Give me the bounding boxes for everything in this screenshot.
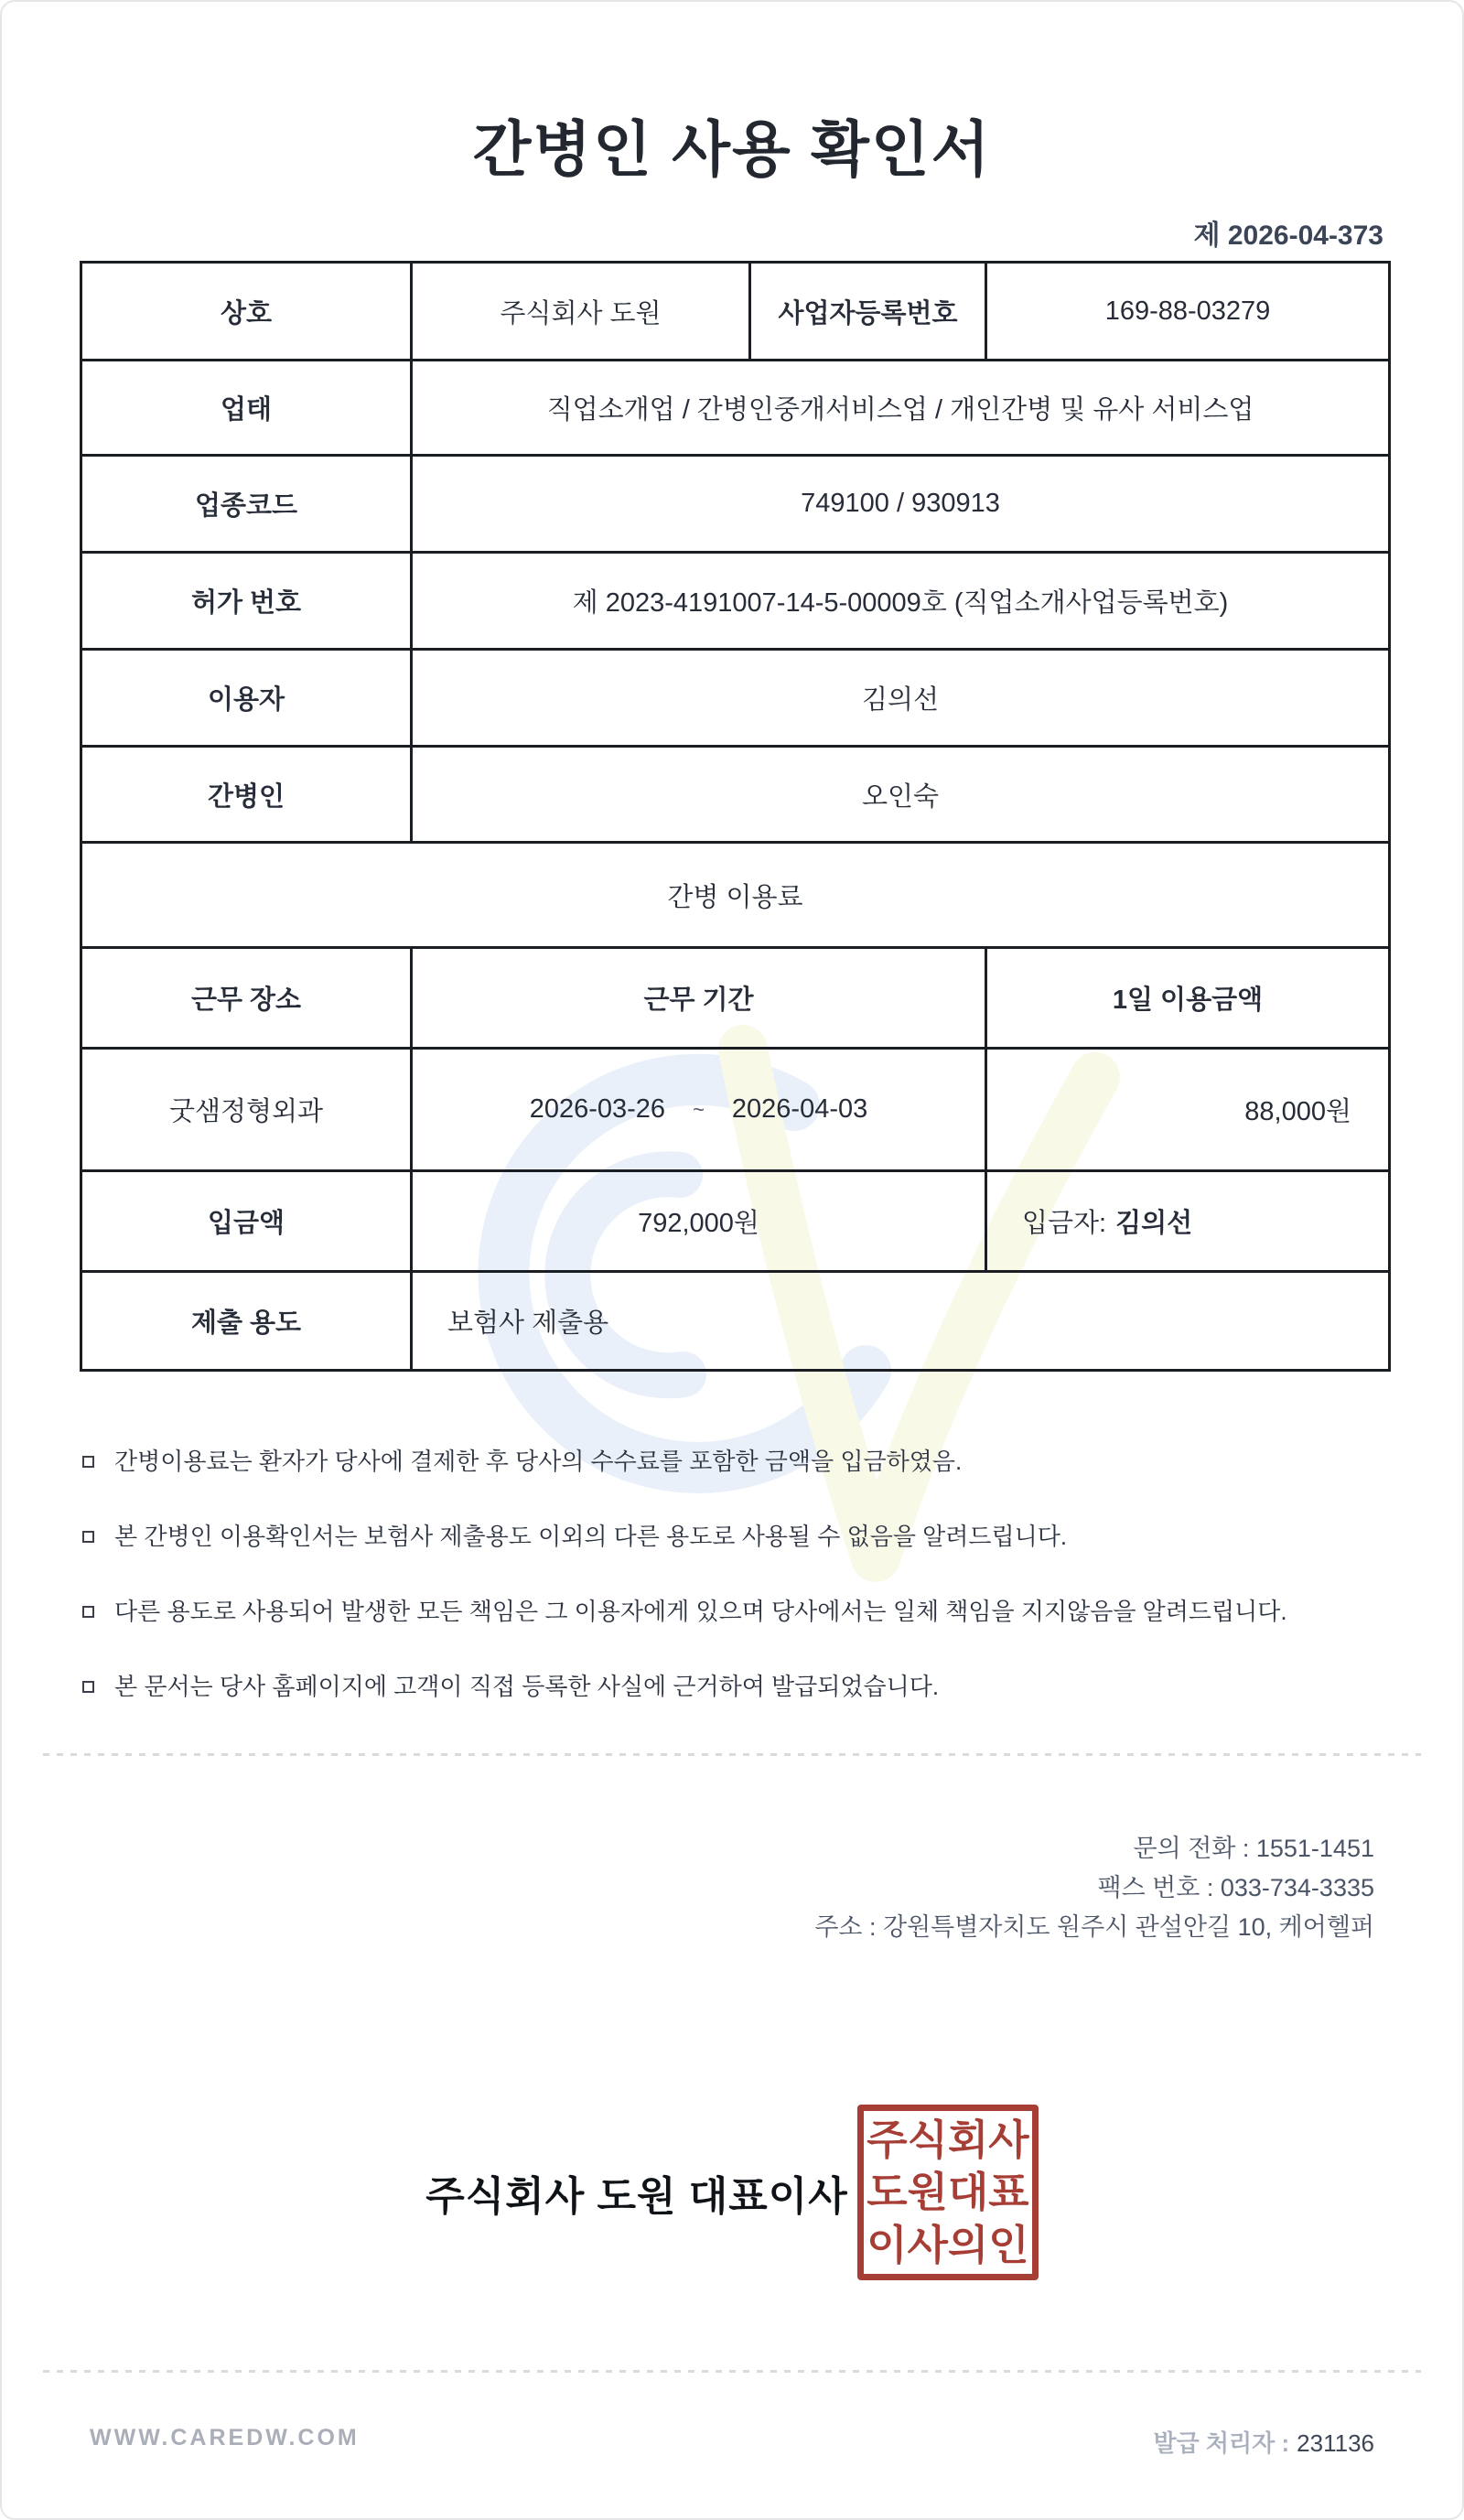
- user-label: 이용자: [81, 650, 412, 747]
- table-row: [81, 1272, 1390, 1371]
- square-bullet-icon: [82, 1606, 94, 1618]
- issuer-label: 발급 처리자 :: [1153, 2429, 1290, 2457]
- company-value: 주식회사 도원: [412, 263, 750, 361]
- stamp-line: 이사의인: [867, 2221, 1029, 2268]
- industry-code-value: 749100 / 930913: [412, 456, 1390, 553]
- daily-fee-value: 88,000원: [986, 1049, 1390, 1171]
- caregiver-label: 간병인: [81, 747, 412, 843]
- table-row: [81, 948, 1390, 1049]
- work-place-header: 근무 장소: [81, 948, 412, 1049]
- issuer-value: 231136: [1297, 2429, 1374, 2457]
- note-text: 본 간병인 이용확인서는 보험사 제출용도 이외의 다른 용도로 사용될 수 없음을 알려드립니다.: [114, 1523, 1068, 1550]
- notes-section: [82, 1446, 1384, 1746]
- license-no-value: 제 2023-4191007-14-5-00009호 (직업소개사업등록번호): [412, 553, 1390, 650]
- work-period-value: [412, 1049, 986, 1171]
- signature-row: [2, 2095, 1462, 2289]
- square-bullet-icon: [82, 1681, 94, 1693]
- depositor-label: 입금자:: [1022, 1209, 1107, 1238]
- signature-text: 주식회사 도원 대표이사: [425, 2174, 848, 2219]
- purpose-label: 제출 용도: [81, 1272, 412, 1371]
- note-item: [82, 1596, 1384, 1628]
- contact-fax: 팩스 번호 : 033-734-3335: [1097, 1874, 1374, 1901]
- fee-section-header: 간병 이용료: [81, 843, 1390, 948]
- confirmation-table: [80, 261, 1391, 1372]
- table-row: [81, 456, 1390, 553]
- table-row: [81, 1049, 1390, 1171]
- square-bullet-icon: [82, 1456, 94, 1468]
- license-no-label: 허가 번호: [81, 553, 412, 650]
- period-from: 2026-03-26: [529, 1094, 666, 1124]
- document-number: 제 2026-04-373: [1193, 221, 1383, 251]
- table-row: [81, 747, 1390, 843]
- page-title: 간병인 사용 확인서: [472, 115, 992, 183]
- period-to: 2026-04-03: [731, 1094, 868, 1124]
- contact-info: [814, 1829, 1374, 1947]
- table-row: [81, 263, 1390, 361]
- table-row: [81, 650, 1390, 747]
- period-separator: ~: [693, 1098, 705, 1122]
- depositor-name: 김의선: [1115, 1209, 1193, 1238]
- biz-type-value: 직업소개업 / 간병인중개서비스업 / 개인간병 및 유사 서비스업: [412, 361, 1390, 456]
- note-text: 간병이용료는 환자가 당사에 결제한 후 당사의 수수료를 포함한 금액을 입금하였음.: [114, 1448, 963, 1475]
- deposit-amount-label: 입금액: [81, 1171, 412, 1272]
- table-row: [81, 1171, 1390, 1272]
- note-text: 다른 용도로 사용되어 발생한 모든 책임은 그 이용자에게 있으며 당사에서는 일체 책임을 지지않음을 알려드립니다.: [114, 1598, 1287, 1625]
- depositor-cell: [986, 1171, 1390, 1272]
- biz-type-label: 업태: [81, 361, 412, 456]
- note-text: 본 문서는 당사 홈페이지에 고객이 직접 등록한 사실에 근거하여 발급되었습니다.: [114, 1673, 940, 1700]
- corporate-seal-stamp: [857, 2105, 1039, 2280]
- biz-reg-no-value: 169-88-03279: [986, 263, 1390, 361]
- issuer-info: [1153, 2425, 1374, 2459]
- note-item: [82, 1671, 1384, 1703]
- table-row: [81, 553, 1390, 650]
- dotted-divider: [43, 2370, 1421, 2373]
- square-bullet-icon: [82, 1531, 94, 1543]
- stamp-line: 도원대표: [867, 2169, 1029, 2215]
- caregiver-value: 오인숙: [412, 747, 1390, 843]
- table-row: [81, 361, 1390, 456]
- user-value: 김의선: [412, 650, 1390, 747]
- stamp-line: 주식회사: [867, 2116, 1029, 2163]
- deposit-amount-value: 792,000원: [412, 1171, 986, 1272]
- company-label: 상호: [81, 263, 412, 361]
- website-url: WWW.CAREDW.COM: [90, 2425, 360, 2450]
- purpose-value: 보험사 제출용: [412, 1272, 1390, 1371]
- table-row: [81, 843, 1390, 948]
- daily-fee-header: 1일 이용금액: [986, 948, 1390, 1049]
- note-item: [82, 1446, 1384, 1478]
- note-item: [82, 1521, 1384, 1553]
- contact-phone: 문의 전화 : 1551-1451: [1133, 1835, 1374, 1862]
- work-place-value: 굿샘정형외과: [81, 1049, 412, 1171]
- contact-address: 주소 : 강원특별자치도 원주시 관설안길 10, 케어헬퍼: [814, 1913, 1374, 1941]
- work-period-header: 근무 기간: [412, 948, 986, 1049]
- dotted-divider: [43, 1753, 1421, 1756]
- biz-reg-no-label: 사업자등록번호: [750, 263, 986, 361]
- industry-code-label: 업종코드: [81, 456, 412, 553]
